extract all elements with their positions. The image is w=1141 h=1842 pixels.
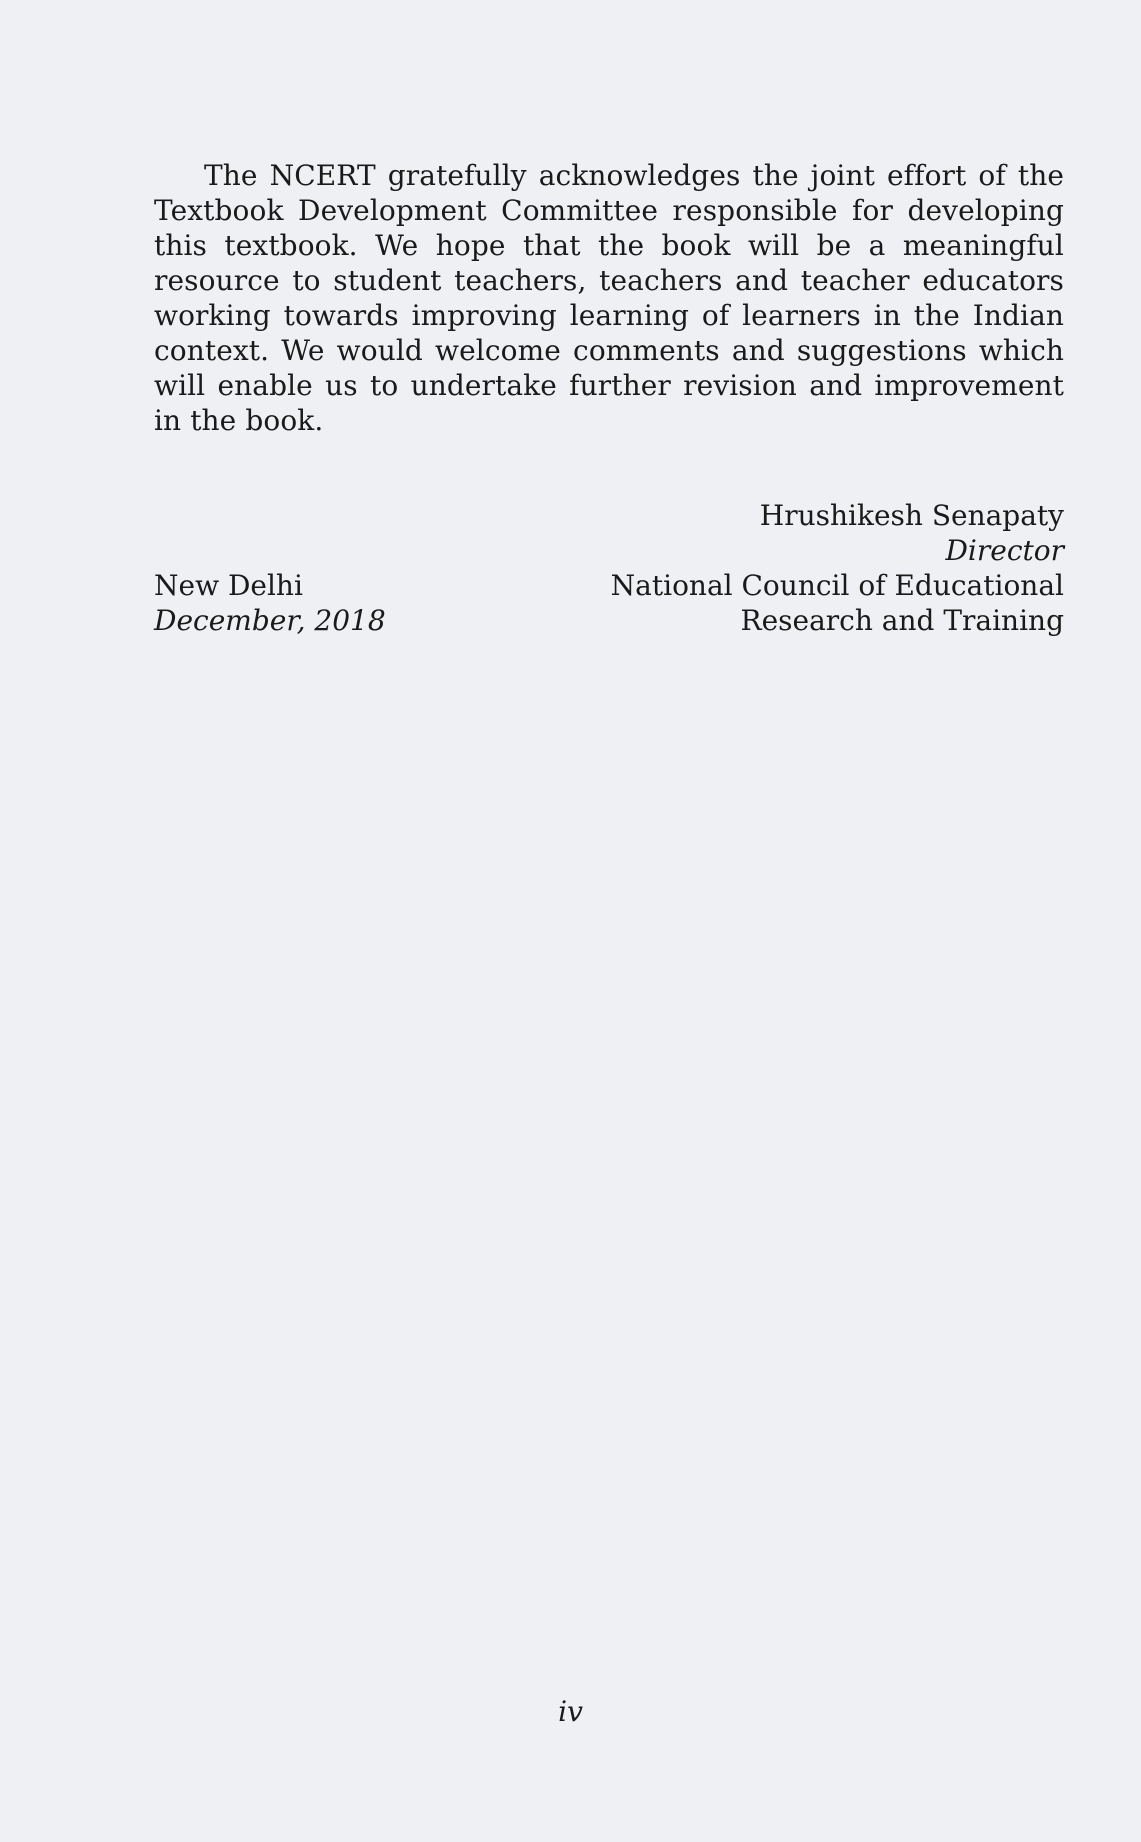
organization-line-1: National Council of Educational: [610, 569, 1064, 602]
page-number: iv: [558, 1695, 583, 1728]
acknowledgement-paragraph: The NCERT gratefully acknowledges the joint effort of the Textbook Development Committee responsible for developing this textbook. We hope that the book will be a meaningful resource to student teachers, teachers and teacher educators working towards improving learning of learners in the Indian context. We would welcome comments and suggestions which will enable us to undertake further revision and improvement in the book.: [154, 159, 1064, 437]
date: December, 2018: [154, 604, 386, 637]
signatory-designation: Director: [945, 534, 1064, 567]
signature-block: [154, 498, 1064, 638]
signatory-name: Hrushikesh Senapaty: [759, 499, 1064, 532]
place: New Delhi: [154, 569, 303, 602]
date-org-row: [154, 603, 1064, 638]
organization-line-2: Research and Training: [740, 604, 1064, 637]
place-org-row: [154, 568, 1064, 603]
